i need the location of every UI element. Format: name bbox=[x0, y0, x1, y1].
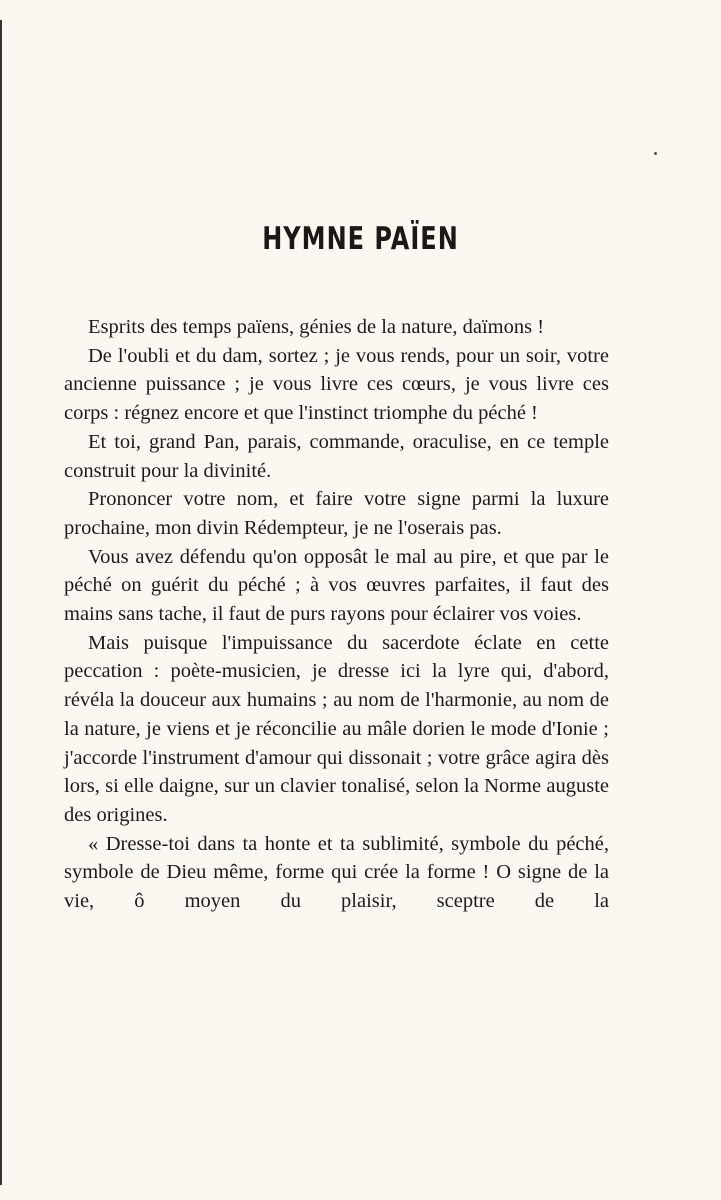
page-gutter-line bbox=[0, 20, 2, 1185]
paragraph: Prononcer votre nom, et faire votre signe parmi la luxure prochaine, mon divin Rédempteur, je ne l'oserais pas. bbox=[64, 488, 609, 539]
chapter-title: HYMNE PAÏEN bbox=[262, 221, 459, 257]
paper-speck bbox=[654, 152, 657, 155]
paragraph: Vous avez défendu qu'on opposât le mal au pire, et que par le péché on guérit du péché ; à vos œuvres parfaites, il faut des mains sans tache, il faut de purs rayons pour éclairer vos voies. bbox=[64, 545, 609, 626]
paragraph: Mais puisque l'impuissance du sacerdote éclate en cette peccation : poète-musicien, je dresse ici la lyre qui, d'abord, révéla la douceur aux humains ; au nom de l'harmonie, au nom de la nature, je viens et je réconcilie au mâle dorien le mode d'Ionie ; j'accorde l'instrument d'amour qui dissonait ; votre grâce agira dès lors, si elle daigne, sur un clavier tonalisé, selon la Norme auguste des origines. bbox=[64, 631, 609, 826]
body-text bbox=[64, 313, 609, 916]
paragraph: Et toi, grand Pan, parais, commande, oraculise, en ce temple construit pour la divinité. bbox=[64, 430, 609, 482]
paragraph: « Dresse-toi dans ta honte et ta sublimité, symbole du péché, symbole de Dieu même, forme qui crée la forme ! O signe de la vie, ô moyen du plaisir, sceptre de la bbox=[64, 832, 609, 913]
paragraph: Esprits des temps païens, génies de la nature, daïmons ! bbox=[88, 316, 545, 338]
paragraph: De l'oubli et du dam, sortez ; je vous rends, pour un soir, votre ancienne puissance ; je vous livre ces cœurs, je vous livre ces corps : régnez encore et que l'instinct triomphe du péché ! bbox=[64, 344, 609, 425]
